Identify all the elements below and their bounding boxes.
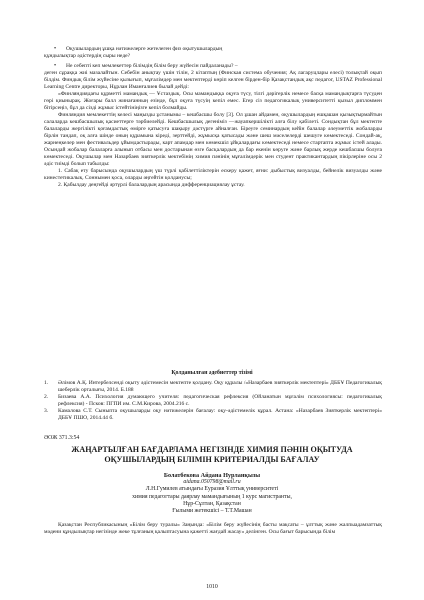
page-number: 1010 <box>206 584 218 590</box>
supervisor: Ғылыми жетекшісі – Т.Т.Машан <box>172 508 252 515</box>
author-email: aidana.050798@mail.ru <box>183 479 241 486</box>
article-title: ЖАҢАРТЫЛҒАН БАҒДАРЛАМА НЕГІЗІНДЕ ХИМИЯ ПӘНІН ОҚЫТУДА ОҚУШЫЛАРДЫҢ БІЛІМІН КРИТЕРИАЛДЫ БАҒАЛАУ <box>71 445 353 464</box>
affiliation: Нұр-Сұлтан, Қазақстан <box>183 500 241 507</box>
paragraph: «Финляндиядағы құрметті мамандық — Ұстаздық. Осы мамандыққа оқуға түсу, тілгі дәрігерлік немесе басқа мамандықтарға түсуден гөрі қиынырақ. Жоғары балл жинағанның езінде, бұл оқуға түсуің кепіл емес. Егер сіз педагогикалық университетті қызыл дипломмен бітірсеңіз, бұл да сізді жұмыс істейтініңізге кепіл болмайды. <box>44 91 382 111</box>
author-block <box>0 472 424 515</box>
affiliation: Л.Н.Гумилев атындағы Еуразия Ұлттық университеті <box>145 486 279 493</box>
author-name: Болатбекова Айдана Нурланқызы <box>163 472 261 479</box>
article-intro <box>44 522 382 536</box>
reference-item: 1. Әлімов А.Қ. Интербелсенді оқыту әдістемесін мектепте қолдану. Оқу құралы /«Назарбаев зияткерлік мектептері» ДББҰ Педагогикалық шеберлік орталығы, 2014. Б.188 <box>44 380 382 393</box>
paragraph: Қазақстан Республикасының «Білім беру туралы» Заңында: «Білім беру жүйесінің басты мақсаты – ұлттық және жалпыадамзаттық мәдени құндылықтар негізінде жеке тұлғаның қалыптасуына қажетті жағдай жасау» делінген. Осы бағыт барысында білім <box>44 522 382 535</box>
paragraph: Финляндия мемлекеттің келесі маңызды ұстанымы – кешбасшы болу [3]. Ол ұшан айдамен, оқушылардың ешқашан қызықтырмайтын салаларда кешбасшылық қасиеттерге тәрбиелейді. Кешбасшылық дегеніміз —жауапкершілікті алға білу қабілеті. Сондықтан бұл мектепте балаларды жергілікті қоғамдастық өмірге қатысуға шақыру дәстүрге айналған. Біреуге семинардың кейін балалар әлеуметтік жобаларды бірлін тандап, оқ алға шінде оның құрамына кіреді, зерттейді, жұмысқа қатысады және шеш мәселелерді шешуге көмектеседі. Сондай-ақ, жарнеңкелер мен фестивальдер ұйымдастырады, карт апамдар мен көмекшіл ұйқалардағы көмектеседі немесе стартапта жұмыс істей алады. Осындай жобалар балаларға алынып отбасы мен достарынан өзге басқалардың да бар екенін көруге және барлық жерде кешбасшы болуға көмектеседі. Оқушылар мен Назарбаев зияткерлік мектебінің химия пәнінің мұғалімдерік мен студент практикантардың пікірлеріне осы 2 әдіс тиімді болып табылды: <box>44 112 382 167</box>
bullet-icon: • <box>54 63 57 69</box>
bullet-continuation: құндылықтар әдістердің сыры неде? <box>44 53 131 59</box>
references-heading: Қолданылған әдебиеттер тізімі <box>171 370 253 376</box>
previous-article-body <box>44 46 382 189</box>
udk-code: ӘОЖ 371.3:54 <box>44 435 80 441</box>
paragraph: 2. Қабылдау деңгейді әртүрлі балалардың арасында дифференциациялау ұстау. <box>58 182 245 188</box>
bullet-icon: • <box>54 46 57 52</box>
paragraph: 1. Сабақ ету барысында оқушылардың үш түрлі қабілеттіліктерін ескеру қажет, яғни: дыбыстық визуалды, бейнелік визуалды және кинестетикалық. Соннымен қоса, оларды әңгейтін қолданусы; <box>44 168 382 181</box>
affiliation: химия педагогтары даярлау мамандығының 1 курс магистранты, <box>132 493 292 500</box>
reference-item: 2. Бизаева А.А. Психология думающего учителя: педагогическая рефлексия (Ойланатын мұғалім психологиясы: педагогикалық рефлексия) - Псков: ПГПИ им. С.М.Кирова, 2004.216 с. <box>44 394 382 407</box>
bullet-item: • Оқушылардың ұшқа нәтижелерге жетелеген физ оқытушылардың <box>54 46 223 52</box>
references-list <box>44 380 382 422</box>
paragraph: деген сұраққа жиі мазалайтын. Себебін анықтау үшін тілін, 2 кітаптың (Финская система обучения; Ақ лагаруцлары елесі) толықтай оқып білдім. Финдық білім жүйесіне қызығып, мұғалімдер мен мектептерді көріп келген бірден-бір Қазақстандық ақс педагог, USTAZ Professional Learning Centre директоры, Нұрлан Иманғалиев былай дейді: <box>44 70 382 90</box>
reference-item: 3. Камалова С.Т. Сыныпта оқушыларды оқу нәтижелерін бағалау: оқу-әдістемелік құрал. Астана: «Назарбаев Зияткерлік мектептері» ДББҰ ПШО, 2014.44 б. <box>44 408 382 421</box>
bullet-item: • Не себепті кеп мемлекеттер білімдің білім беру жүйесін пайдаланады? – <box>54 63 238 69</box>
